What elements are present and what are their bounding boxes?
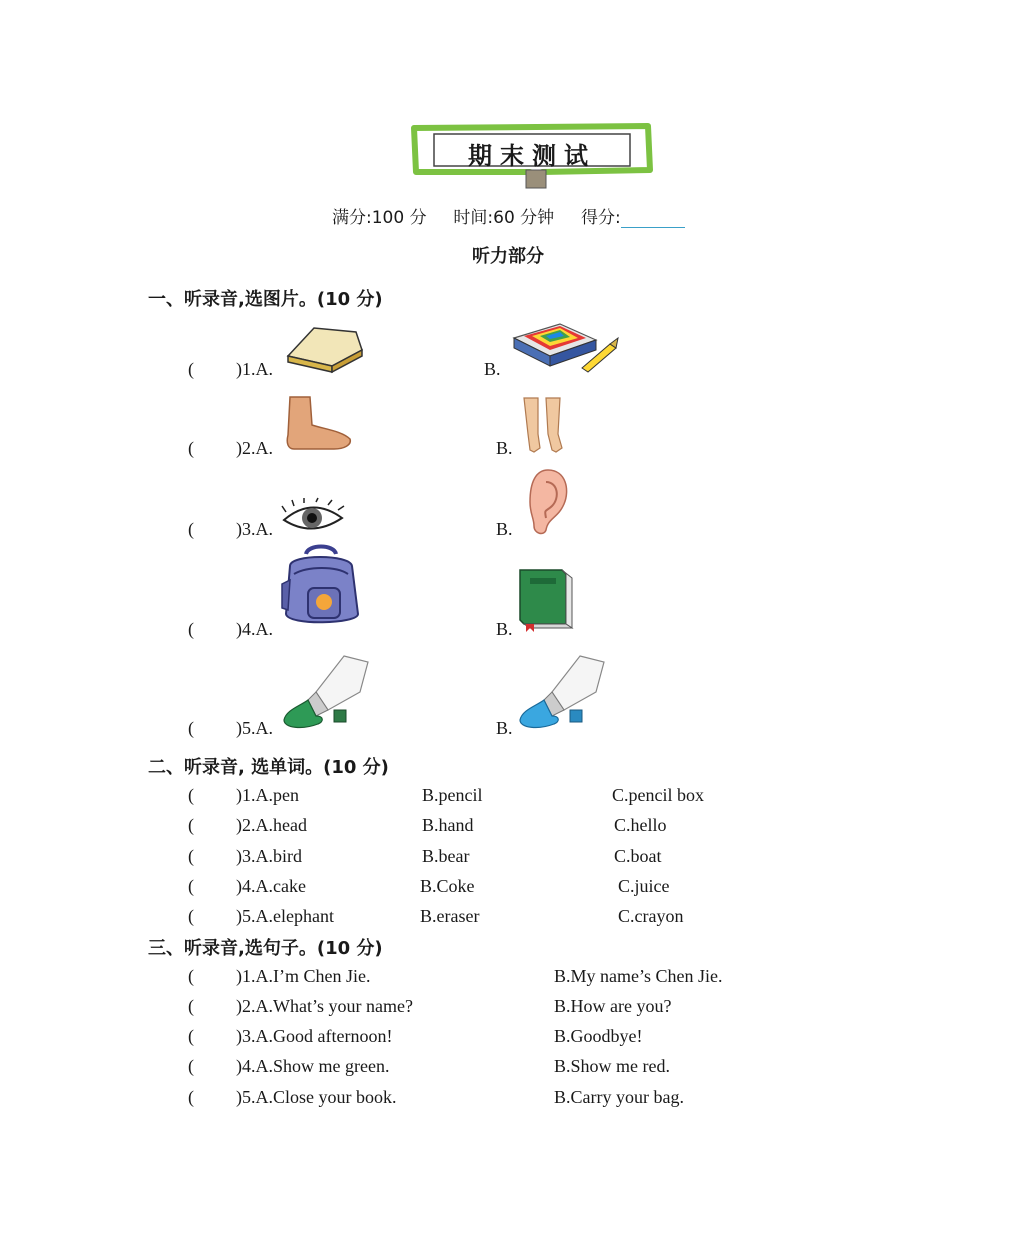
question-number: )4.A. (236, 619, 273, 639)
option-c: C.crayon (618, 906, 684, 926)
option-b-label: B. (496, 619, 513, 639)
section1-title: 一、听录音,选图片。(10 分) (148, 289, 383, 310)
part-title: 听力部分 (472, 246, 544, 267)
option-a: )5.A.Close your book. (236, 1087, 397, 1107)
option-b: B.Coke (420, 876, 475, 896)
question-number: )1.A. (236, 359, 273, 379)
answer-paren[interactable]: ( (188, 438, 194, 458)
answer-paren[interactable]: ( (188, 996, 194, 1016)
option-b: B.bear (422, 846, 470, 866)
option-b: B.Goodbye! (554, 1026, 643, 1046)
section2-title: 二、听录音, 选单词。(10 分) (148, 757, 389, 778)
option-a: )3.A.Good afternoon! (236, 1026, 393, 1046)
option-b: B.eraser (420, 906, 480, 926)
option-a: )4.A.cake (236, 876, 306, 896)
question-number: )5.A. (236, 718, 273, 738)
option-a: )1.A.pen (236, 785, 299, 805)
option-b-label: B. (496, 519, 513, 539)
eye-icon (280, 498, 346, 538)
green-paint-icon (280, 652, 376, 734)
option-a: )1.A.I’m Chen Jie. (236, 966, 371, 986)
answer-paren[interactable]: ( (188, 815, 194, 835)
option-c: C.juice (618, 876, 670, 896)
section3-title: 三、听录音,选句子。(10 分) (148, 938, 383, 959)
option-a: )4.A.Show me green. (236, 1056, 390, 1076)
book-icon (516, 566, 576, 634)
answer-paren[interactable]: ( (188, 1087, 194, 1107)
option-b: B.Show me red. (554, 1056, 670, 1076)
option-b: B.My name’s Chen Jie. (554, 966, 723, 986)
option-c: C.pencil box (612, 785, 704, 805)
option-b: B.Carry your bag. (554, 1087, 684, 1107)
blue-paint-icon (516, 652, 612, 734)
answer-paren[interactable]: ( (188, 718, 194, 738)
option-b-label: B. (496, 438, 513, 458)
option-a: )5.A.elephant (236, 906, 334, 926)
option-c: C.hello (614, 815, 667, 835)
option-b-label: B. (496, 718, 513, 738)
option-b: B.pencil (422, 785, 483, 805)
meta-line (332, 203, 685, 228)
option-b-label: B. (484, 359, 501, 379)
answer-paren[interactable]: ( (188, 619, 194, 639)
eraser-icon (282, 322, 366, 372)
option-b: B.How are you? (554, 996, 672, 1016)
answer-paren[interactable]: ( (188, 846, 194, 866)
option-c: C.boat (614, 846, 662, 866)
schoolbag-icon (278, 544, 362, 630)
title-banner (410, 122, 654, 190)
answer-paren[interactable]: ( (188, 876, 194, 896)
score-field[interactable] (621, 207, 685, 228)
answer-paren[interactable]: ( (188, 519, 194, 539)
score-label: 得分: (580, 208, 621, 228)
foot-icon (284, 395, 356, 453)
answer-paren[interactable]: ( (188, 906, 194, 926)
answer-paren[interactable]: ( (188, 1056, 194, 1076)
ear-icon (524, 468, 572, 536)
answer-paren[interactable]: ( (188, 966, 194, 986)
legs-icon (520, 398, 568, 456)
pencil-box-icon (510, 318, 620, 376)
full-score: 满分:100 分 (332, 208, 427, 228)
answer-paren[interactable]: ( (188, 359, 194, 379)
answer-paren[interactable]: ( (188, 1026, 194, 1046)
option-b: B.hand (422, 815, 474, 835)
answer-paren[interactable]: ( (188, 785, 194, 805)
page-title: 期末测试 (468, 142, 596, 170)
question-number: )3.A. (236, 519, 273, 539)
option-a: )2.A.What’s your name? (236, 996, 413, 1016)
option-a: )3.A.bird (236, 846, 302, 866)
option-a: )2.A.head (236, 815, 307, 835)
question-number: )2.A. (236, 438, 273, 458)
time-limit: 时间:60 分钟 (453, 208, 555, 228)
